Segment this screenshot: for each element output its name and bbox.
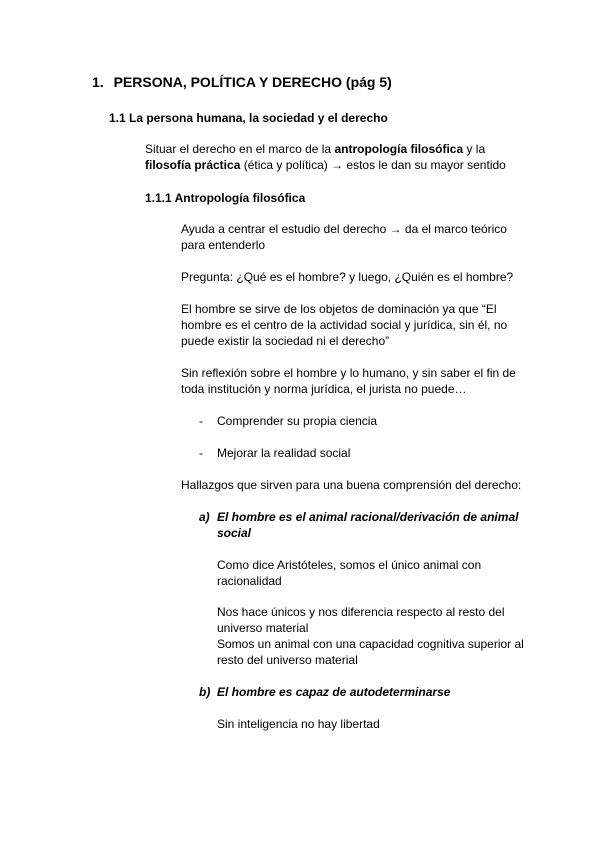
chapter-number: 1. bbox=[92, 74, 104, 90]
paragraph-dominacion: El hombre se sirve de los objetos de dominación ya que “El hombre es el centro de la actividad social y jurídica, sin él, no puede existir la sociedad ni el derecho” bbox=[181, 302, 508, 348]
paragraph-marco-teorico: Ayuda a centrar el estudio del derecho → da el marco teórico para entenderlo bbox=[181, 222, 507, 252]
finding-a-text-1: Como dice Aristóteles, somos el único animal con racionalidad bbox=[217, 558, 482, 588]
subsection-heading: 1.1.1 Antropología filosófica bbox=[145, 191, 306, 205]
finding-title-a: El hombre es el animal racional/derivación de animal social bbox=[217, 510, 519, 540]
paragraph-reflexion: Sin reflexión sobre el hombre y lo humano, y sin saber el fin de toda institución y norma jurídica, el jurista no puede… bbox=[181, 366, 516, 396]
bold-term-antropologia: antropología filosófica bbox=[334, 142, 464, 156]
finding-title-b: El hombre es capaz de autodeterminarse bbox=[217, 685, 451, 699]
bold-term-filosofia-practica: filosofía práctica bbox=[145, 158, 241, 172]
bullet-marker: - bbox=[199, 446, 203, 460]
section-heading: 1.1 La persona humana, la sociedad y el derecho bbox=[109, 111, 388, 125]
list-item bbox=[199, 413, 203, 429]
paragraph-pregunta: Pregunta: ¿Qué es el hombre? y luego, ¿Quién es el hombre? bbox=[181, 270, 514, 284]
list-item bbox=[199, 445, 203, 461]
list-item-text: Comprender su propia ciencia bbox=[217, 414, 378, 428]
chapter-title: PERSONA, POLÍTICA Y DERECHO (pág 5) bbox=[113, 74, 392, 90]
finding-marker-a: a) bbox=[199, 510, 210, 524]
list-item-text: Mejorar la realidad social bbox=[217, 446, 351, 460]
finding-marker-b: b) bbox=[199, 685, 211, 699]
chapter-heading bbox=[92, 73, 392, 91]
findings-intro: Hallazgos que sirven para una buena comprensión del derecho: bbox=[181, 478, 522, 492]
intro-paragraph: Situar el derecho en el marco de la antropología filosófica y la filosofía práctica (ética y política) → estos le dan su mayor sentido bbox=[145, 142, 506, 172]
finding-a-text-2: Nos hace únicos y nos diferencia respecto al resto del universo material Somos un animal con una capacidad cognitiva superior al resto del universo material bbox=[217, 605, 524, 667]
finding-b-text-1: Sin inteligencia no hay libertad bbox=[217, 717, 380, 731]
bullet-marker: - bbox=[199, 414, 203, 428]
